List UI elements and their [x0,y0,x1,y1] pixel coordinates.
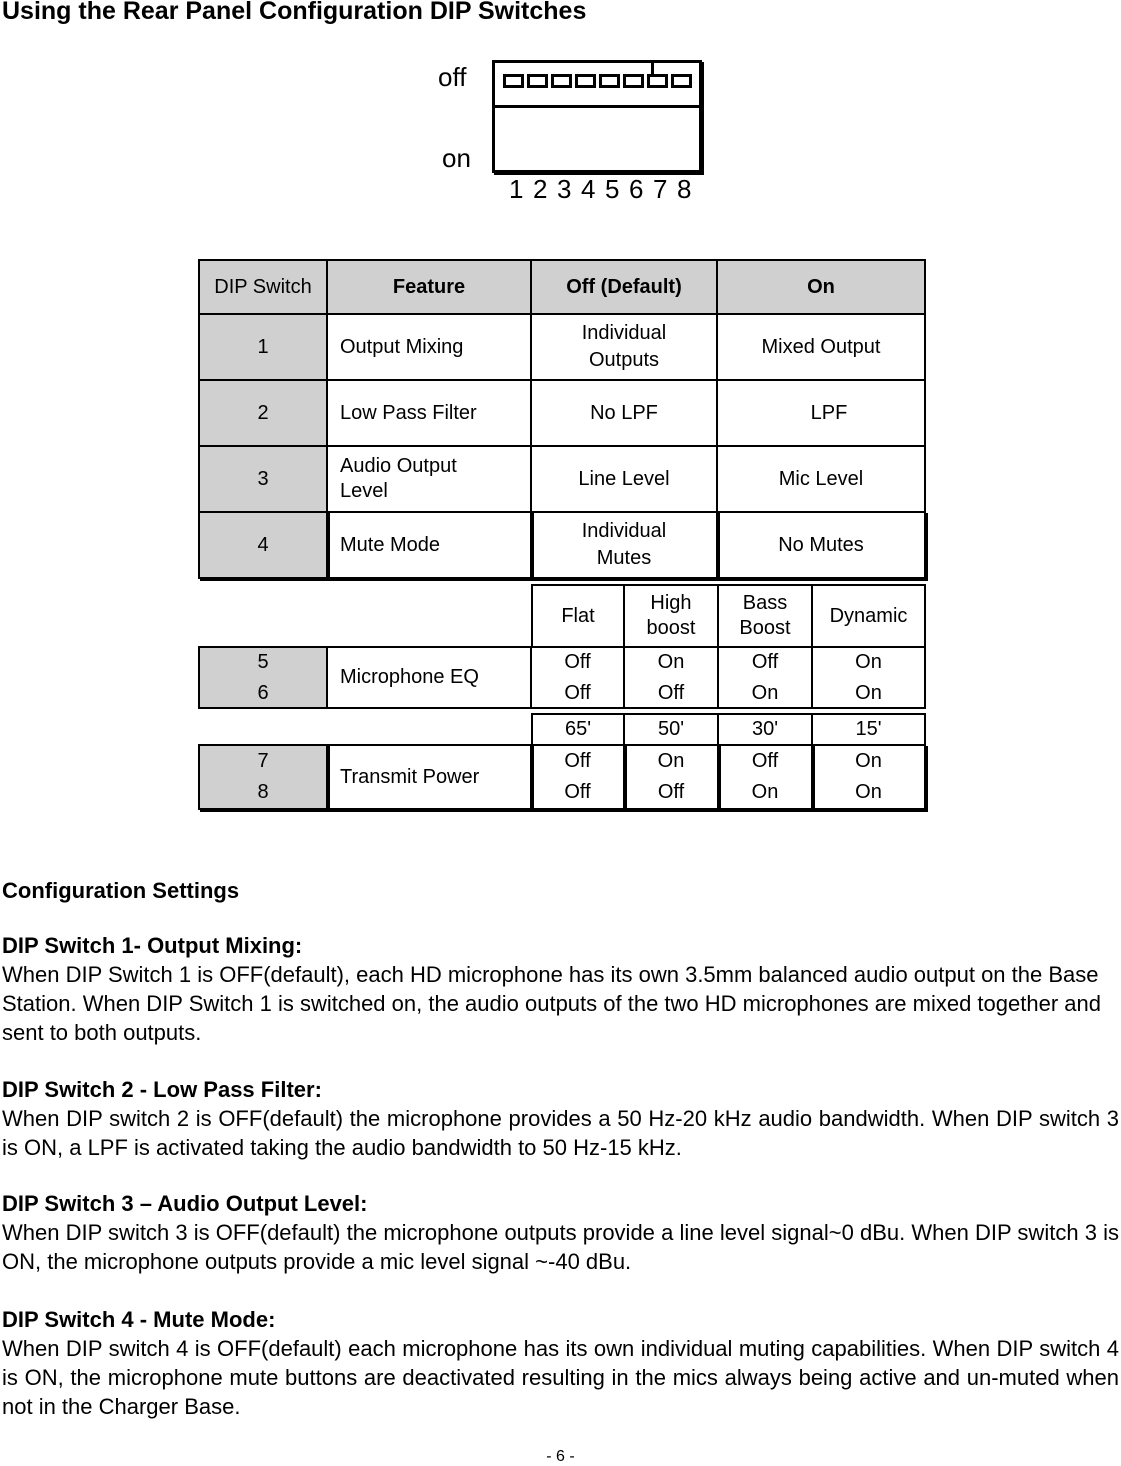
dip-keys [503,74,692,88]
power-value: On [855,750,882,772]
eq-dynamic-values [811,646,926,709]
switch-number-5: 5 [257,650,269,673]
section-title: DIP Switch 4 - Mute Mode: [2,1307,276,1332]
eq-high-boost-values [623,646,719,709]
power-65-values [530,744,625,810]
dip-divider [495,105,699,108]
config-section-4 [2,1305,1119,1421]
eq-value: On [657,650,685,673]
dip-number: 2 [533,174,548,204]
power-option-15: 15' [811,713,926,746]
header-off-default: Off (Default) [530,259,718,315]
switch-number-7: 7 [257,750,269,772]
dip-key-6 [623,74,644,88]
power-value: Off [751,750,779,772]
dip-number: 6 [629,174,644,204]
power-value: Off [564,781,591,803]
dip-key-8 [671,74,692,88]
eq-value: On [855,681,882,704]
eq-value: Off [564,650,591,673]
dip-key-3 [551,74,572,88]
section-title: DIP Switch 1- Output Mixing: [2,933,303,958]
dip-number: 7 [653,174,668,204]
feature-cell-3: Audio Output Level [326,445,532,513]
dip-number: 1 [509,174,524,204]
page-title: Using the Rear Panel Configuration DIP Switches [2,0,587,25]
dip-number: 8 [677,174,692,204]
on-label: on [442,143,471,173]
switch-cell-4: 4 [198,511,328,579]
power-option-65: 65' [531,713,625,746]
section-title: DIP Switch 3 – Audio Output Level: [2,1191,368,1216]
on-cell-3: Mic Level [716,445,926,513]
switch-cell-1: 1 [198,313,328,381]
on-cell-1: Mixed Output [716,313,926,381]
on-cell-2: LPF [716,379,926,447]
eq-value: On [751,681,779,704]
feature-cell-2: Low Pass Filter [326,379,532,447]
feature-cell-4: Mute Mode [326,511,532,579]
eq-option-high-boost: High boost [623,584,719,648]
dip-number: 3 [557,174,572,204]
section-text: When DIP switch 3 is OFF(default) the microphone outputs provide a line level signal~0 dBu. When DIP switch 3 is ON, the microphone outputs provide a mic level signal ~-40 dBu. [2,1220,1119,1274]
power-option-30: 30' [717,713,813,746]
header-dip-switch: DIP Switch [198,259,328,315]
power-50-values [623,744,719,810]
off-label: off [438,62,467,92]
off-cell-4: Individual Mutes [530,511,718,579]
header-on: On [716,259,926,315]
switch-number-8: 8 [257,781,269,803]
dip-key-4 [575,74,596,88]
section-text: When DIP switch 2 is OFF(default) the microphone provides a 50 Hz-20 kHz audio bandwidth. When DIP switch 3 is ON, a LPF is activated taking the audio bandwidth to 50 Hz-15 kHz. [2,1106,1119,1160]
dip-key-7 [647,74,668,88]
header-feature: Feature [326,259,532,315]
off-cell-1: Individual Outputs [530,313,718,381]
eq-flat-values [530,646,625,709]
config-section-3 [2,1189,1119,1276]
dip-key-2 [527,74,548,88]
power-value: On [657,750,685,772]
dip-number: 5 [605,174,620,204]
dip-key-5 [599,74,620,88]
switch-cell-3: 3 [198,445,328,513]
off-cell-3: Line Level [530,445,718,513]
power-30-values [717,744,813,810]
config-section-1 [2,931,1119,1047]
eq-option-dynamic: Dynamic [811,584,926,648]
switch-number-6: 6 [257,681,269,704]
section-text: When DIP Switch 1 is OFF(default), each HD microphone has its own 3.5mm balanced audio output on the Base Station. When DIP Switch 1 is switched on, the audio outputs of the two HD microphones are mixed together and sent to both outputs. [2,962,1101,1045]
eq-value: Off [564,681,591,704]
power-option-50: 50' [623,713,719,746]
power-value: Off [657,781,685,803]
dip-switch-numbers [509,174,701,205]
section-title: DIP Switch 2 - Low Pass Filter: [2,1077,322,1102]
dip-switch-diagram [492,60,702,173]
eq-value: Off [657,681,685,704]
power-value: On [855,781,882,803]
dip-notch [651,60,654,74]
eq-value: Off [751,650,779,673]
dip-key-1 [503,74,524,88]
power-value: Off [564,750,591,772]
off-cell-2: No LPF [530,379,718,447]
config-section-2 [2,1075,1119,1162]
switch-cell-5-6 [198,646,328,709]
feature-cell-power: Transmit Power [326,744,532,810]
dip-number: 4 [581,174,596,204]
config-heading: Configuration Settings [2,878,240,903]
eq-option-bass-boost: Bass Boost [717,584,813,648]
eq-bass-boost-values [717,646,813,709]
eq-value: On [855,650,882,673]
feature-cell-1: Output Mixing [326,313,532,381]
section-text: When DIP switch 4 is OFF(default) each microphone has its own individual muting capabilities. When DIP switch 4 is ON, the microphone mute buttons are deactivated resulting in the mics always being active and un-muted when not in the Charger Base. [2,1336,1119,1419]
switch-cell-7-8 [198,744,328,810]
switch-cell-2: 2 [198,379,328,447]
page-number: - 6 - [546,1448,575,1465]
config-heading-block [2,876,1119,905]
power-value: On [751,781,779,803]
on-cell-4: No Mutes [716,511,926,579]
eq-option-flat: Flat [531,584,625,648]
power-15-values [811,744,926,810]
feature-cell-eq: Microphone EQ [326,646,532,709]
